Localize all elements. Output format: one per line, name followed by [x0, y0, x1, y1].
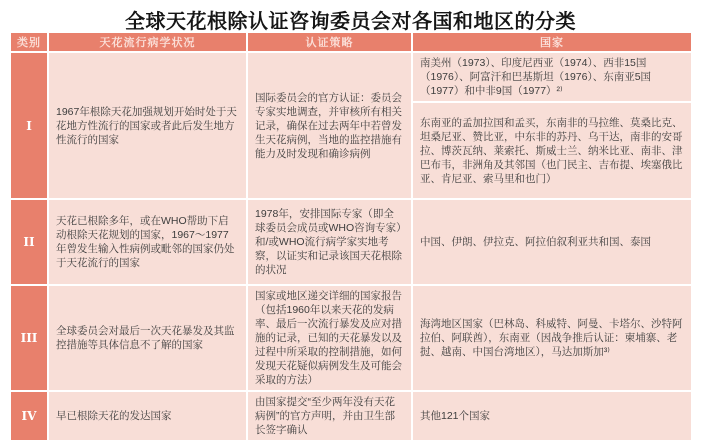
country-cell-1b: 东南亚的孟加拉国和孟买，东南非的马拉维、莫桑比克、坦桑尼亚、赞比亚，中东非的苏丹、乌干达，南非的安哥拉、博茨瓦纳、莱索托、斯威士兰、纳米比亚、南非、津巴布韦，非洲角及其邻国（也门民主、吉布提、埃塞俄比亚、肯尼亚、索马里和也门） — [413, 103, 691, 198]
header-cell-country: 国家 — [413, 33, 691, 51]
table-header-row — [11, 33, 691, 51]
category-cell-1: I — [11, 53, 47, 198]
country-cell-1a: 南美州（1973）、印度尼西亚（1974）、西非15国（1976）、阿富汗和巴基斯坦（1976）、东南亚5国（1977）和中非9国（1977）²⁾ — [413, 53, 691, 101]
status-cell-2: 天花已根除多年，或在WHO帮助下启动根除天花规划的国家，1967～1977年曾发生输入性病例或毗邻的国家仍处于天花流行的国家 — [49, 200, 246, 284]
status-cell-3: 全球委员会对最后一次天花暴发及其监控措施等具体信息不了解的国家 — [49, 286, 246, 390]
table-row-4 — [11, 392, 691, 440]
header-cell-status: 天花流行病学状况 — [49, 33, 246, 51]
country-cell-2: 中国、伊朗、伊拉克、阿拉伯叙利亚共和国、泰国 — [413, 200, 691, 284]
header-cell-category: 类别 — [11, 33, 47, 51]
table-row-1 — [11, 53, 691, 101]
strategy-cell-2: 1978年，安排国际专家（即全球委员会成员或WHO咨询专家）和/或WHO流行病学家实地考察，以证实和记录该国天花根除的状况 — [248, 200, 411, 284]
category-cell-3: III — [11, 286, 47, 390]
country-cell-4: 其他121个国家 — [413, 392, 691, 440]
strategy-cell-4: 由国家提交“至少两年没有天花病例”的官方声明，并由卫生部长签字确认 — [248, 392, 411, 440]
status-cell-4: 早已根除天花的发达国家 — [49, 392, 246, 440]
strategy-cell-1: 国际委员会的官方认证：委员会专家实地调查，并审核所有相关记录，确保在过去两年中若曾发生天花病例，当地的监控措施有能力及时发现和确诊病例 — [248, 53, 411, 198]
header-cell-strategy: 认证策略 — [248, 33, 411, 51]
category-cell-4: IV — [11, 392, 47, 440]
category-cell-2: II — [11, 200, 47, 284]
classification-table — [9, 31, 693, 442]
page-title: 全球天花根除认证咨询委员会对各国和地区的分类 — [125, 11, 576, 33]
country-cell-3: 海湾地区国家（巴林岛、科威特、阿曼、卡塔尔、沙特阿拉伯、阿联酋），东南亚（因战争推后认证：柬埔寨、老挝、越南、中国台湾地区），马达加斯加³⁾ — [413, 286, 691, 390]
status-cell-1: 1967年根除天花加强规划开始时处于天花地方性流行的国家或者此后发生地方性流行的国家 — [49, 53, 246, 198]
table-row-2 — [11, 200, 691, 284]
table-row-3 — [11, 286, 691, 390]
strategy-cell-3: 国家或地区递交详细的国家报告（包括1960年以来天花的发病率、最后一次流行暴发及应对措施的记录，已知的天花暴发以及过程中所采取的控制措施，如何发现天花疑似病例发生及可能会采取的方法） — [248, 286, 411, 390]
